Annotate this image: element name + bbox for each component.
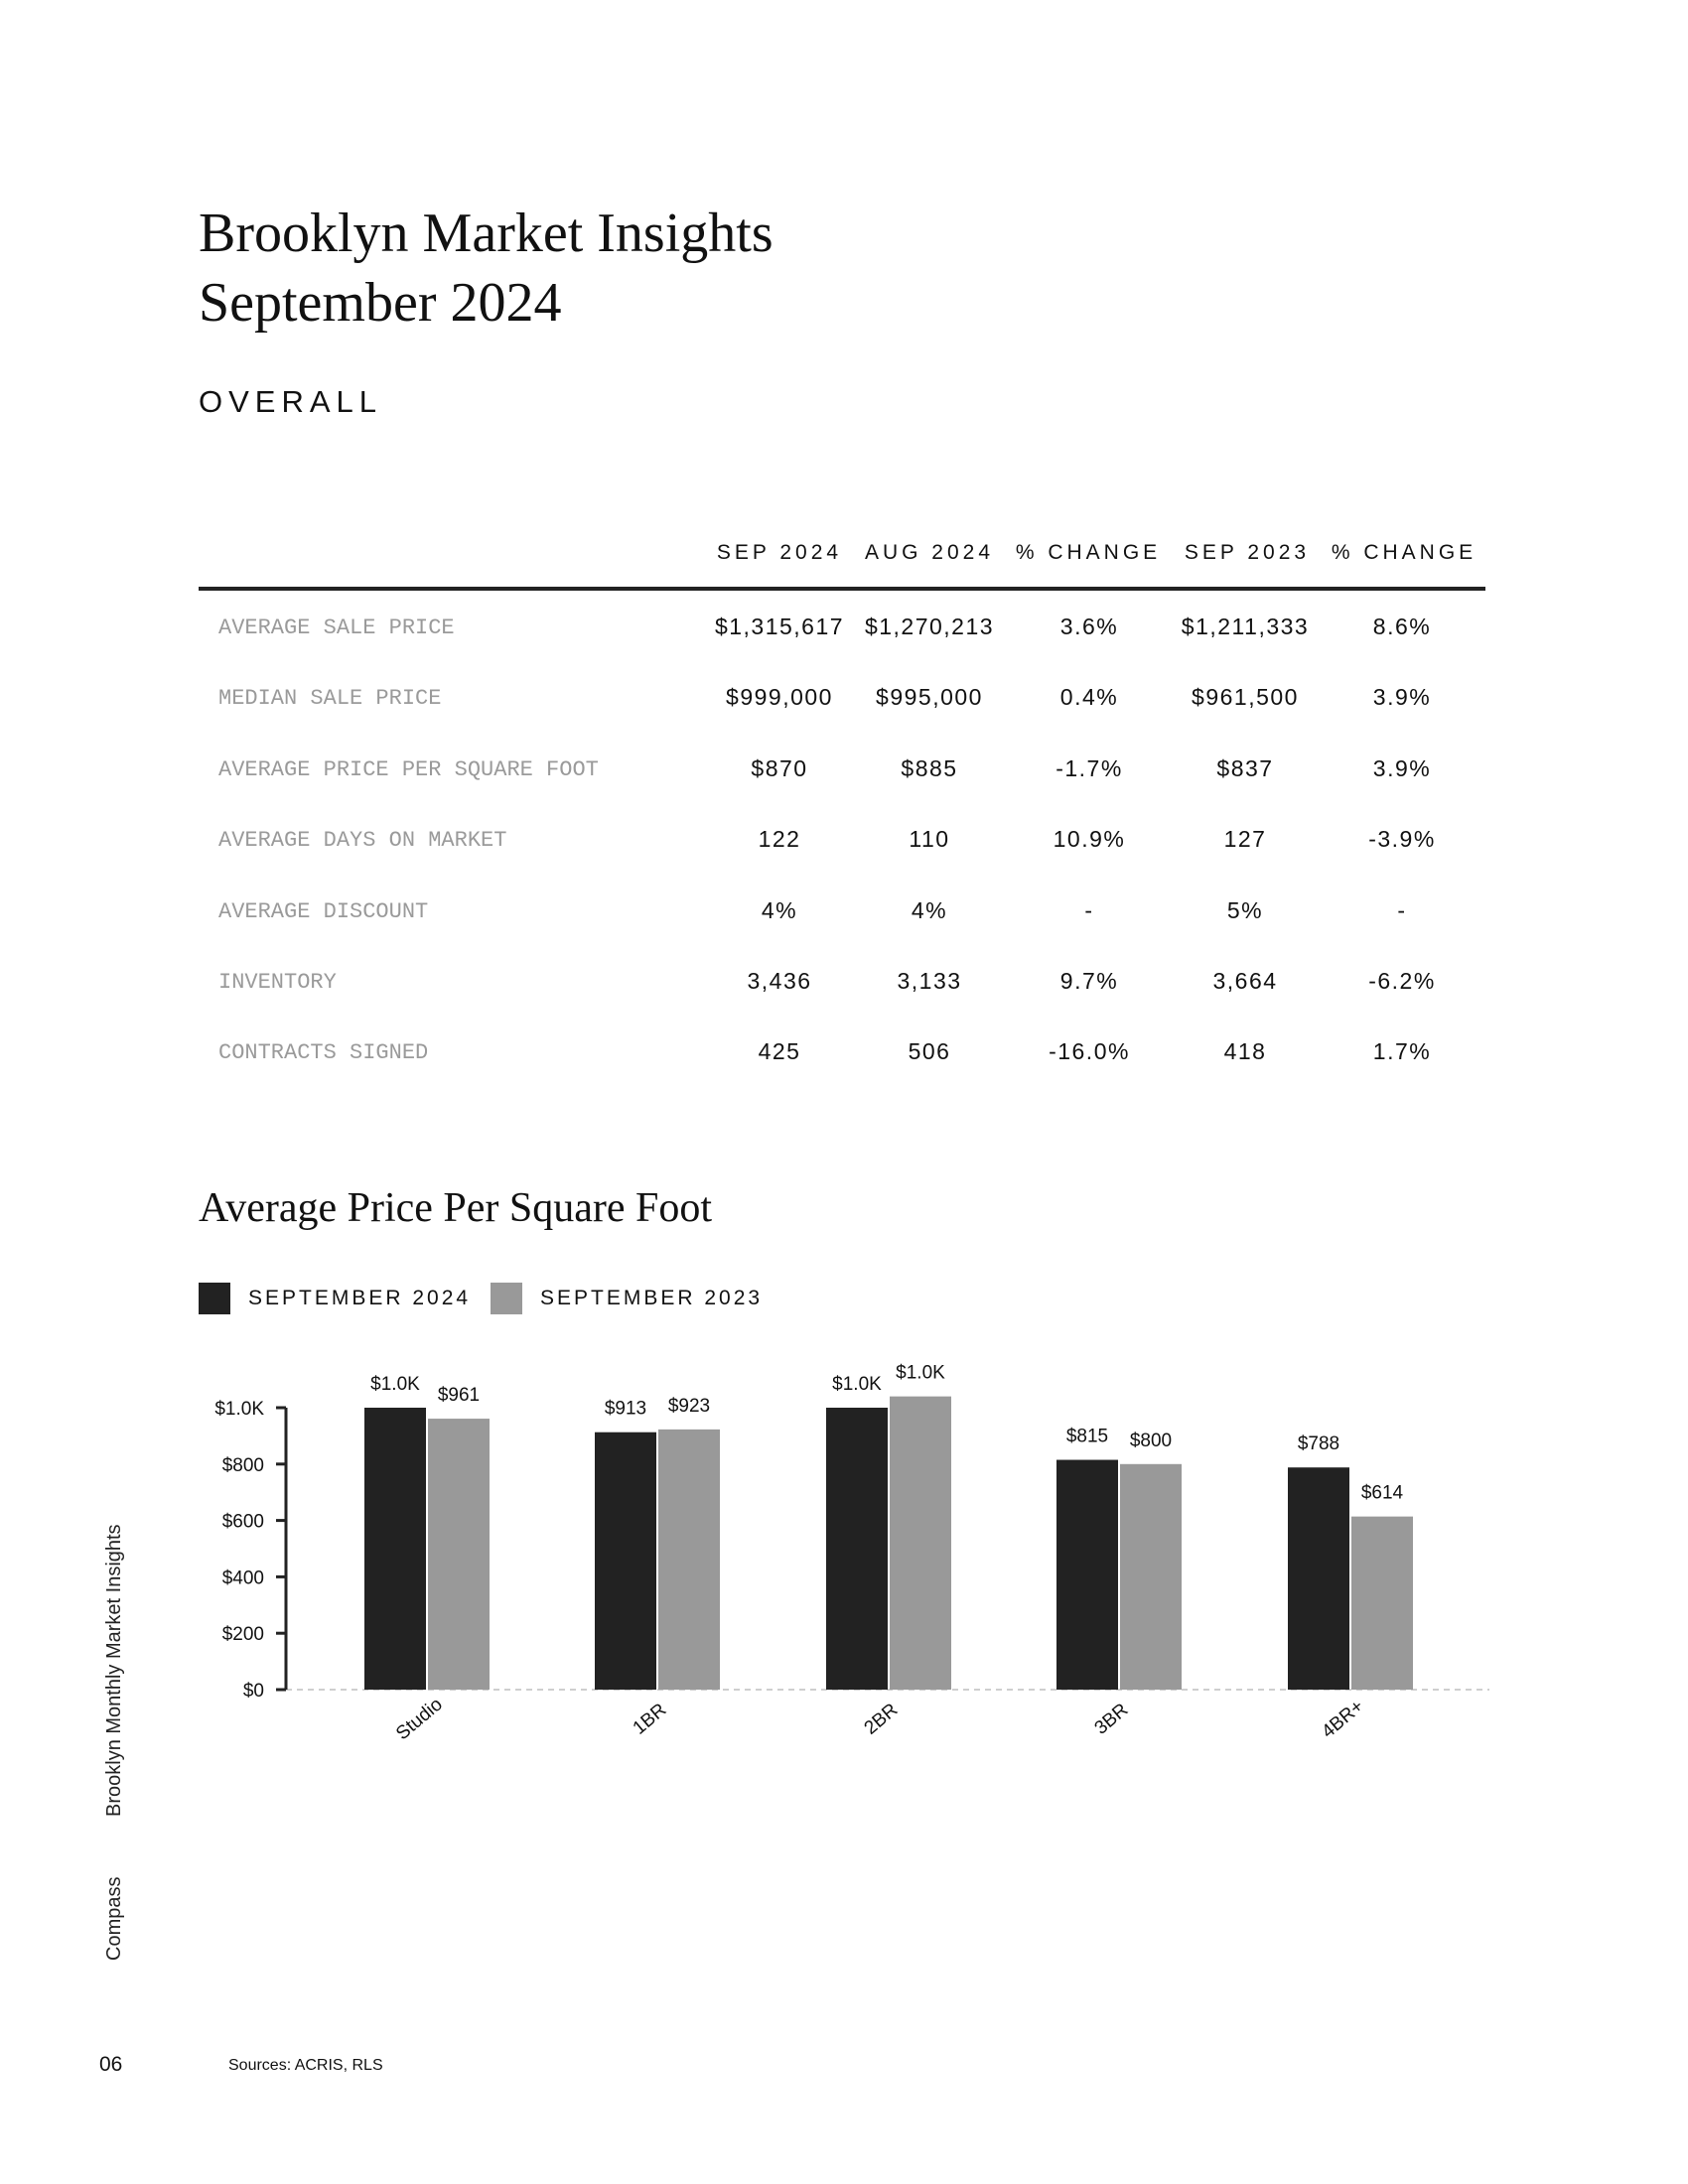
bar-chart: [0, 1330, 1688, 1767]
table-divider: [199, 587, 1485, 591]
legend-swatch: [199, 1283, 230, 1314]
bar-value-label: $961: [437, 1385, 481, 1407]
table-row: [0, 615, 1688, 655]
table-cell: 4%: [911, 897, 948, 923]
table-cell: 425: [758, 1038, 801, 1064]
x-tick-label: 1BR: [629, 1699, 671, 1739]
bar-value-label: $815: [1065, 1426, 1109, 1447]
y-tick-label: $400: [221, 1568, 264, 1589]
legend-swatch: [491, 1283, 522, 1314]
y-tick-label: $0: [242, 1681, 264, 1702]
table-cell: 110: [909, 826, 950, 852]
bar: [1056, 1460, 1118, 1690]
x-tick-label: 4BR+: [1318, 1696, 1368, 1743]
table-cell: 8.6%: [1372, 614, 1432, 639]
table-cell: 506: [908, 1038, 951, 1064]
table-cell: 10.9%: [1053, 826, 1126, 852]
bar: [428, 1419, 490, 1690]
table-cell: $961,500: [1192, 684, 1299, 710]
title-line-1: Brooklyn Market Insights: [199, 203, 774, 264]
table-cell: 1.7%: [1372, 1038, 1432, 1064]
table-cell: 3.6%: [1059, 614, 1119, 639]
table-cell: -: [1397, 897, 1407, 923]
bar-value-label: $614: [1360, 1482, 1404, 1504]
column-header: % CHANGE: [1015, 541, 1162, 564]
table-row: [0, 828, 1688, 868]
table-cell: $995,000: [876, 684, 983, 710]
column-header: % CHANGE: [1331, 541, 1477, 564]
table-cell: -: [1084, 897, 1094, 923]
side-publication-title: Brooklyn Monthly Market Insights: [103, 1524, 125, 1817]
table-cell: 3,664: [1212, 968, 1278, 994]
x-tick-label: 2BR: [860, 1699, 903, 1739]
table-row: [0, 686, 1688, 726]
table-header: [0, 541, 1688, 575]
table-cell: 3,133: [897, 968, 962, 994]
y-tick-label: $200: [221, 1624, 264, 1646]
table-cell: 9.7%: [1059, 968, 1119, 994]
bar-value-label: $923: [667, 1395, 711, 1417]
bar-value-label: $913: [604, 1398, 647, 1420]
bar: [1288, 1467, 1349, 1690]
bar: [890, 1397, 951, 1690]
table-cell: 122: [758, 826, 801, 852]
row-label: MEDIAN SALE PRICE: [218, 686, 442, 711]
table-cell: 3.9%: [1372, 755, 1432, 781]
bar-value-label: $1.0K: [370, 1374, 420, 1395]
row-label: AVERAGE PRICE PER SQUARE FOOT: [218, 757, 599, 782]
bar: [658, 1430, 720, 1690]
page-title: [199, 199, 774, 338]
y-tick-label: $600: [221, 1511, 264, 1533]
side-brand: Compass: [103, 1876, 125, 1961]
legend-label: SEPTEMBER 2023: [540, 1287, 764, 1309]
row-label: CONTRACTS SIGNED: [218, 1040, 429, 1065]
table-cell: 0.4%: [1059, 684, 1119, 710]
bar: [1351, 1517, 1413, 1690]
column-header: SEP 2024: [716, 541, 843, 564]
table-cell: $1,270,213: [864, 614, 995, 639]
table-cell: $1,211,333: [1181, 614, 1310, 639]
sources-note: Sources: ACRIS, RLS: [228, 2057, 383, 2074]
bar-value-label: $800: [1129, 1430, 1173, 1451]
bar: [364, 1408, 426, 1690]
table-cell: -16.0%: [1049, 1038, 1130, 1064]
page-number: 06: [99, 2053, 123, 2076]
bar-value-label: $1.0K: [832, 1374, 882, 1395]
row-label: AVERAGE DAYS ON MARKET: [218, 828, 507, 853]
bar-value-label: $788: [1297, 1433, 1340, 1455]
row-label: AVERAGE DISCOUNT: [218, 899, 429, 924]
table-cell: -6.2%: [1368, 968, 1436, 994]
bar: [595, 1433, 656, 1690]
x-tick-label: Studio: [392, 1694, 447, 1745]
y-tick-label: $800: [221, 1454, 264, 1476]
bar-value-label: $1.0K: [896, 1362, 945, 1384]
section-label: OVERALL: [199, 384, 383, 419]
title-line-2: September 2024: [199, 272, 562, 334]
table-cell: -1.7%: [1055, 755, 1123, 781]
table-cell: 127: [1223, 826, 1267, 852]
table-cell: 418: [1223, 1038, 1267, 1064]
row-label: AVERAGE SALE PRICE: [218, 615, 455, 640]
table-row: [0, 970, 1688, 1010]
table-cell: $837: [1216, 755, 1274, 781]
table-cell: 4%: [761, 897, 798, 923]
bar: [1120, 1464, 1182, 1690]
y-tick-label: $1.0K: [214, 1399, 264, 1420]
table-row: [0, 1040, 1688, 1080]
table-row: [0, 899, 1688, 939]
table-cell: 3.9%: [1372, 684, 1432, 710]
column-header: AUG 2024: [864, 541, 995, 564]
row-label: INVENTORY: [218, 970, 337, 995]
x-tick-label: 3BR: [1090, 1699, 1133, 1739]
column-header: SEP 2023: [1184, 541, 1311, 564]
chart-title: Average Price Per Square Foot: [199, 1185, 713, 1231]
table-cell: $870: [751, 755, 808, 781]
legend-label: SEPTEMBER 2024: [248, 1287, 472, 1309]
table-cell: 3,436: [747, 968, 812, 994]
table-row: [0, 757, 1688, 797]
table-cell: -3.9%: [1368, 826, 1436, 852]
table-cell: $885: [901, 755, 958, 781]
bar: [826, 1408, 888, 1690]
table-cell: 5%: [1226, 897, 1264, 923]
table-cell: $999,000: [726, 684, 833, 710]
table-cell: $1,315,617: [714, 614, 845, 639]
